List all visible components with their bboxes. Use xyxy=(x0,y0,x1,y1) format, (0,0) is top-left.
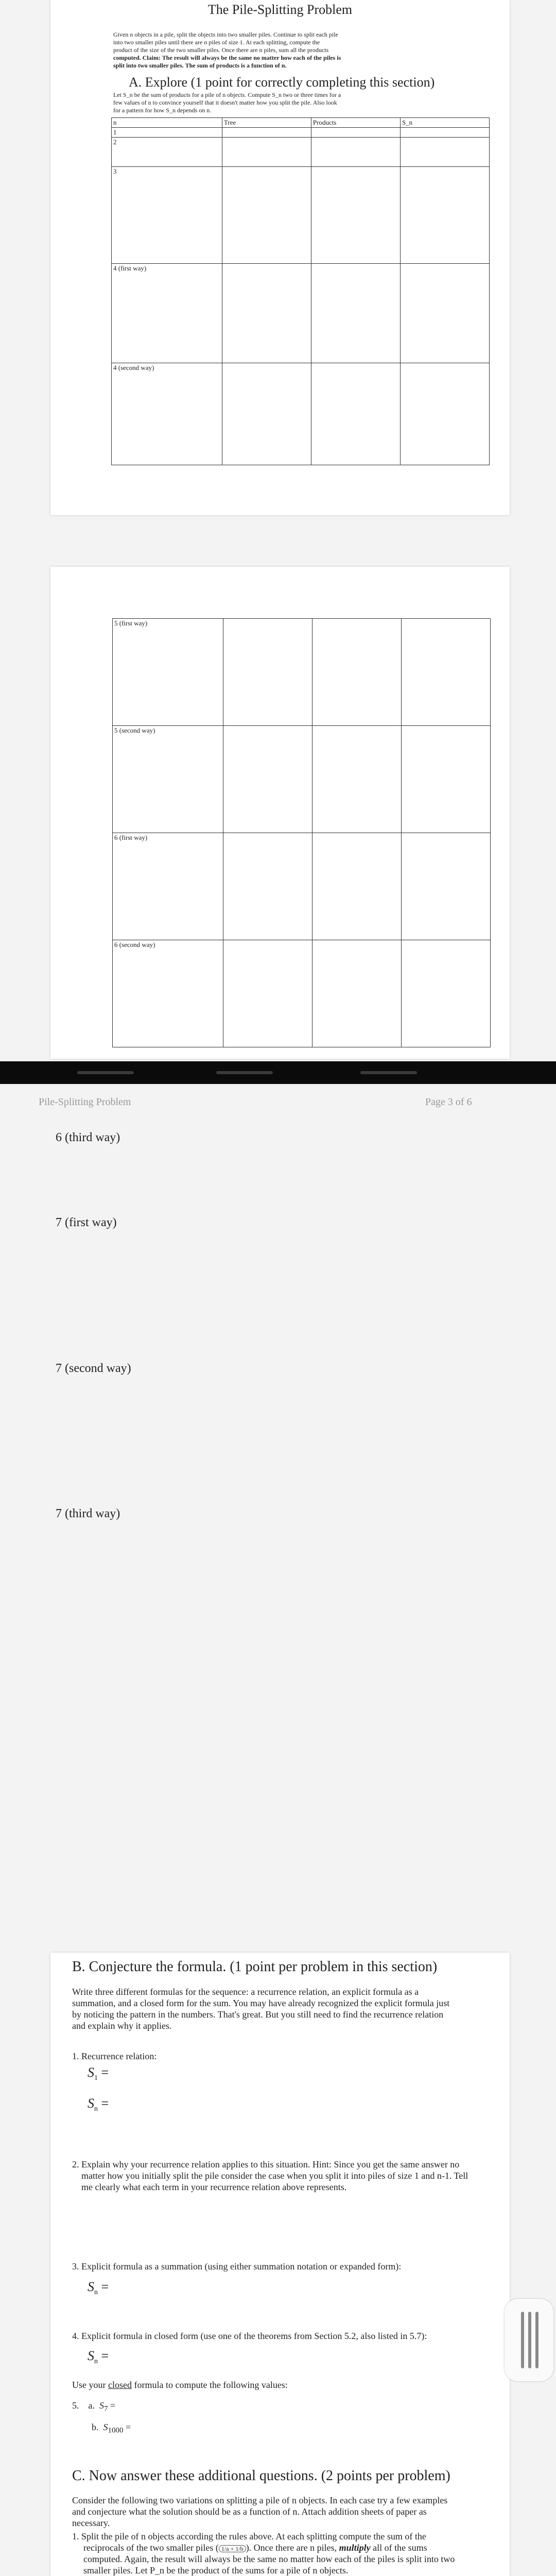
section-c-intro xyxy=(72,2495,499,2529)
table-row xyxy=(113,726,491,833)
products-cell[interactable] xyxy=(311,363,400,465)
products-cell[interactable] xyxy=(311,128,400,138)
products-cell[interactable] xyxy=(311,138,400,167)
products-cell[interactable] xyxy=(311,264,400,363)
sum-cell[interactable] xyxy=(401,833,490,940)
grip-bar-icon xyxy=(528,2312,531,2368)
tree-cell[interactable] xyxy=(222,167,311,264)
intro-line: into two smaller piles until there are n piles of size 1. At each splitting, compute the xyxy=(113,39,320,46)
intro-line: Given n objects in a pile, split the objects into two smaller piles. Continue to split each pile xyxy=(113,31,338,38)
explore-table-2 xyxy=(112,618,491,1047)
row-label: 7 (second way) xyxy=(56,1362,131,1375)
table-row xyxy=(113,940,491,1047)
intro-line: by noticing the pattern in the numbers. That's great. But you still need to find the recurrence relation xyxy=(72,2009,444,2020)
row-label: 3 xyxy=(112,167,222,264)
products-cell[interactable] xyxy=(312,833,401,940)
table-row xyxy=(112,167,490,264)
tree-cell[interactable] xyxy=(222,363,311,465)
sum-cell[interactable] xyxy=(400,363,489,465)
page-4 xyxy=(50,1953,510,2576)
sum-cell[interactable] xyxy=(401,619,490,726)
row-label: 4 (second way) xyxy=(112,363,222,465)
sum-cell[interactable] xyxy=(400,138,489,167)
tree-cell[interactable] xyxy=(222,128,311,138)
column-header: n xyxy=(112,118,222,128)
question-2 xyxy=(72,2159,499,2193)
page-divider-toolbar xyxy=(0,1061,556,1084)
intro-line: and conjecture what the solution should be as a function of n. Attach addition sheets of paper as xyxy=(72,2506,427,2517)
tree-cell[interactable] xyxy=(223,940,312,1047)
intro-claim: split into two smaller piles. The sum of products is a function of n. xyxy=(113,62,287,69)
sum-cell[interactable] xyxy=(401,726,490,833)
problem-line: reciprocals of the two smaller piles ( 1/a + 1/b ). Once there are n piles, multiply all of the sums xyxy=(83,2543,427,2553)
question-line: 2. Explain why your recurrence relation applies to this situation. Hint: Since you get the same answer no xyxy=(72,2159,460,2170)
intro-line: Write three different formulas for the sequence: a recurrence relation, an explicit formula as a xyxy=(72,1987,419,1997)
page-2 xyxy=(50,567,510,1059)
page-header-left: Pile-Splitting Problem xyxy=(39,1096,131,1108)
sn-summation: $S_n$ = xyxy=(88,2279,109,2297)
section-a-heading: A. Explore (1 point for correctly completing this section) xyxy=(129,75,435,90)
toolbar-pill xyxy=(360,1071,417,1074)
problem-1 xyxy=(72,2531,499,2576)
row-label: 2 xyxy=(112,138,222,167)
row-label: 6 (second way) xyxy=(113,940,223,1047)
row-label: 7 (first way) xyxy=(56,1216,117,1229)
reciprocal-fraction: 1/a + 1/b xyxy=(219,2545,246,2552)
problem-line: smaller piles. Let P_n be the product of the sums for a pile of n objects. xyxy=(83,2565,349,2575)
intro-line: and explain why it applies. xyxy=(72,2021,172,2031)
problem-line: computed. Again, the result will always be the same no matter how each of the piles is split into two xyxy=(83,2554,455,2564)
intro-line: product of the size of the two smaller piles. Once there are n piles, sum all the products xyxy=(113,46,329,54)
toolbar-pill xyxy=(77,1071,134,1074)
question-5b: b. $S_{1000}$ = xyxy=(92,2422,131,2435)
column-header: S_n xyxy=(400,118,489,128)
row-label: 5 (first way) xyxy=(113,619,223,726)
sum-cell[interactable] xyxy=(400,167,489,264)
tree-cell[interactable] xyxy=(222,264,311,363)
question-line: matter how you initially split the pile consider the case when you split it into piles of size 1 and n-1. Tell xyxy=(81,2171,468,2181)
products-cell[interactable] xyxy=(312,940,401,1047)
page-1 xyxy=(50,0,510,515)
row-label: 1 xyxy=(112,128,222,138)
problem-line: 1. Split the pile of n objects according the rules above. At each splitting compute the sum of the xyxy=(72,2531,426,2541)
tree-cell[interactable] xyxy=(223,619,312,726)
row-label: 7 (third way) xyxy=(56,1507,120,1520)
sn-closed-form: $S_n$ = xyxy=(88,2348,109,2366)
table-header-row xyxy=(112,118,490,128)
page-header-right: Page 3 of 6 xyxy=(425,1096,472,1108)
column-header: Products xyxy=(311,118,400,128)
section-b-intro xyxy=(72,1986,494,2031)
intro-line: Consider the following two variations on splitting a pile of n objects. In each case try a few examples xyxy=(72,2495,448,2505)
sn-equation: $S_n$ = xyxy=(88,2096,109,2113)
tree-cell[interactable] xyxy=(223,833,312,940)
tree-cell[interactable] xyxy=(223,726,312,833)
intro-text xyxy=(113,31,381,70)
table-row xyxy=(112,264,490,363)
section-c-heading: C. Now answer these additional questions. (2 points per problem) xyxy=(72,2468,450,2484)
question-line: me clearly what each term in your recurrence relation above represents. xyxy=(81,2182,347,2192)
products-cell[interactable] xyxy=(312,619,401,726)
row-label: 6 (first way) xyxy=(113,833,223,940)
table-row xyxy=(112,363,490,465)
note-line: for a pattern for how S_n depends on n. xyxy=(113,107,212,114)
grip-bar-icon xyxy=(535,2312,538,2368)
question-3: 3. Explicit formula as a summation (using either summation notation or expanded form): xyxy=(72,2261,402,2272)
section-b-heading: B. Conjecture the formula. (1 point per problem in this section) xyxy=(72,1959,438,1975)
question-1: 1. Recurrence relation: xyxy=(72,2051,157,2061)
table-row xyxy=(112,128,490,138)
question-5a: 5. a. $S_7$ = xyxy=(72,2400,116,2413)
explore-table-1 xyxy=(111,117,490,465)
grip-bar-icon xyxy=(521,2312,524,2368)
tree-cell[interactable] xyxy=(222,138,311,167)
row-label: 5 (second way) xyxy=(113,726,223,833)
row-label: 4 (first way) xyxy=(112,264,222,363)
toolbar-pill xyxy=(216,1071,273,1074)
note-line: few values of n to convince yourself that it doesn't matter how you split the pile. Also look xyxy=(113,99,337,106)
s1-equation: $S_1$ = xyxy=(88,2065,109,2082)
document-title: The Pile-Splitting Problem xyxy=(207,2,353,17)
row-label: 6 (third way) xyxy=(56,1131,120,1144)
intro-line: necessary. xyxy=(72,2518,110,2528)
section-a-note xyxy=(113,91,381,114)
intro-line: summation, and a closed form for the sum. You may have already recognized the explicit formula just xyxy=(72,1998,450,2008)
table-row xyxy=(113,619,491,726)
sum-cell[interactable] xyxy=(400,128,489,138)
question-5-intro: Use your closed formula to compute the following values: xyxy=(72,2380,288,2390)
products-cell[interactable] xyxy=(312,726,401,833)
question-4: 4. Explicit formula in closed form (use one of the theorems from Section 5.2, also listed in 5.7): xyxy=(72,2331,427,2341)
sum-cell[interactable] xyxy=(401,940,490,1047)
note-line: Let S_n be the sum of products for a pile of n objects. Compute S_n two or three times for a xyxy=(113,91,341,98)
column-header: Tree xyxy=(222,118,311,128)
sum-cell[interactable] xyxy=(400,264,489,363)
table-row xyxy=(113,833,491,940)
intro-claim: computed. Claim: The result will always be the same no matter how each of the piles is xyxy=(113,54,341,61)
table-row xyxy=(112,138,490,167)
products-cell[interactable] xyxy=(311,167,400,264)
scroll-handle[interactable] xyxy=(505,2299,553,2381)
